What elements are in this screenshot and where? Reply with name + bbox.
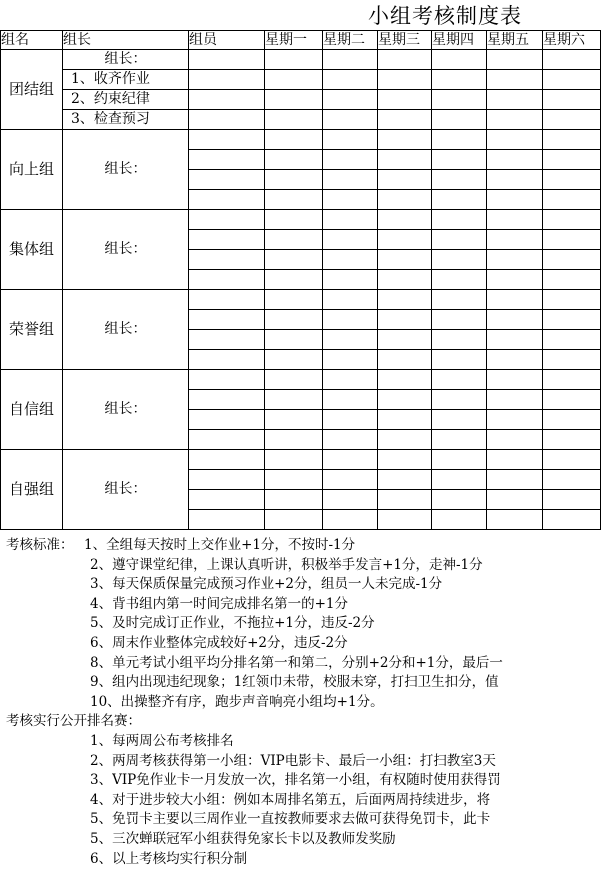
score-cell — [378, 430, 432, 450]
score-cell — [432, 110, 487, 130]
score-cell — [432, 190, 487, 210]
score-cell — [432, 290, 487, 310]
score-cell — [432, 70, 487, 90]
score-cell — [543, 330, 601, 350]
criteria-item: 8、单元考试小组平均分排名第一和第二，分别+2分和+1分，最后一 — [90, 655, 503, 671]
score-cell — [543, 190, 601, 210]
score-cell — [487, 270, 543, 290]
score-cell — [432, 230, 487, 250]
score-cell — [432, 130, 487, 150]
criteria-item: 2、遵守课堂纪律，上课认真听讲，积极举手发言+1分，走神-1分 — [90, 557, 483, 573]
score-cell — [378, 510, 432, 530]
assessment-table — [0, 30, 601, 530]
score-cell — [432, 510, 487, 530]
criteria-line — [0, 693, 600, 713]
ranking-line — [0, 771, 600, 791]
score-cell — [543, 370, 601, 390]
score-cell — [378, 150, 432, 170]
table-row — [1, 50, 601, 70]
score-cell — [432, 350, 487, 370]
score-cell — [323, 370, 378, 390]
score-cell — [323, 430, 378, 450]
score-cell — [487, 70, 543, 90]
column-header: 星期六 — [543, 31, 601, 50]
score-cell — [378, 50, 432, 70]
member-cell — [189, 250, 265, 270]
score-cell — [543, 310, 601, 330]
member-cell — [189, 150, 265, 170]
score-cell — [323, 290, 378, 310]
score-cell — [265, 510, 323, 530]
ranking-block — [0, 712, 600, 869]
table-row — [1, 110, 601, 130]
score-cell — [487, 250, 543, 270]
criteria-item: 9、组内出现违纪现象；1红领巾未带，校服未穿，打扫卫生扣分，值 — [90, 674, 499, 690]
score-cell — [487, 350, 543, 370]
ranking-line — [0, 830, 600, 850]
member-cell — [189, 90, 265, 110]
ranking-item: 5、免罚卡主要以三周作业一直按教师要求去做可获得免罚卡，此卡 — [90, 811, 490, 827]
score-cell — [487, 410, 543, 430]
score-cell — [432, 330, 487, 350]
member-cell — [189, 330, 265, 350]
member-cell — [189, 450, 265, 470]
member-cell — [189, 350, 265, 370]
criteria-item: 1、全组每天按时上交作业+1分，不按时-1分 — [84, 537, 355, 553]
table-row — [1, 130, 601, 150]
score-cell — [487, 90, 543, 110]
score-cell — [432, 490, 487, 510]
ranking-item: 1、每两周公布考核排名 — [90, 733, 234, 749]
score-cell — [265, 110, 323, 130]
score-cell — [487, 190, 543, 210]
score-cell — [265, 310, 323, 330]
score-cell — [543, 230, 601, 250]
leader-duty: 2、约束纪律 — [63, 90, 189, 110]
score-cell — [265, 50, 323, 70]
score-cell — [432, 390, 487, 410]
score-cell — [543, 210, 601, 230]
criteria-block — [0, 536, 600, 712]
criteria-item: 6、周末作业整体完成较好+2分，违反-2分 — [90, 635, 348, 651]
criteria-line — [0, 556, 600, 576]
score-cell — [323, 350, 378, 370]
score-cell — [323, 230, 378, 250]
score-cell — [543, 510, 601, 530]
score-cell — [543, 410, 601, 430]
criteria-line — [0, 575, 600, 595]
ranking-line — [0, 752, 600, 772]
score-cell — [265, 190, 323, 210]
score-cell — [543, 90, 601, 110]
score-cell — [378, 290, 432, 310]
score-cell — [323, 90, 378, 110]
column-header: 组员 — [189, 31, 265, 50]
score-cell — [487, 330, 543, 350]
member-cell — [189, 310, 265, 330]
group-leader: 组长： — [63, 370, 189, 450]
member-cell — [189, 510, 265, 530]
ranking-item: 2、两周考核获得第一小组：VIP电影卡、最后一小组：打扫教室3天 — [90, 753, 496, 769]
criteria-item: 3、每天保质保量完成预习作业+2分，组员一人未完成-1分 — [90, 576, 442, 592]
score-cell — [265, 370, 323, 390]
score-cell — [265, 410, 323, 430]
criteria-item: 4、背书组内第一时间完成排名第一的+1分 — [90, 596, 348, 612]
column-header: 星期四 — [432, 31, 487, 50]
score-cell — [323, 50, 378, 70]
score-cell — [323, 210, 378, 230]
score-cell — [378, 470, 432, 490]
criteria-item: 10、出操整齐有序，跑步声音响亮小组均+1分。 — [90, 694, 384, 710]
header-row — [1, 31, 601, 50]
member-cell — [189, 370, 265, 390]
score-cell — [378, 370, 432, 390]
column-header: 星期二 — [323, 31, 378, 50]
score-cell — [323, 250, 378, 270]
score-cell — [543, 170, 601, 190]
score-cell — [378, 110, 432, 130]
score-cell — [265, 90, 323, 110]
score-cell — [378, 70, 432, 90]
score-cell — [265, 390, 323, 410]
score-cell — [323, 110, 378, 130]
member-cell — [189, 50, 265, 70]
score-cell — [543, 110, 601, 130]
score-cell — [432, 450, 487, 470]
group-leader: 组长： — [63, 450, 189, 530]
column-header: 星期一 — [265, 31, 323, 50]
rules-section — [0, 536, 600, 846]
group-name: 自强组 — [1, 450, 63, 530]
score-cell — [432, 470, 487, 490]
score-cell — [323, 470, 378, 490]
group-name: 集体组 — [1, 210, 63, 290]
score-cell — [323, 270, 378, 290]
score-cell — [378, 90, 432, 110]
score-cell — [323, 70, 378, 90]
score-cell — [265, 350, 323, 370]
score-cell — [378, 490, 432, 510]
score-cell — [487, 390, 543, 410]
member-cell — [189, 430, 265, 450]
member-cell — [189, 410, 265, 430]
score-cell — [265, 70, 323, 90]
ranking-item: 4、对于进步较大小组：例如本周排名第五，后面两周持续进步，将 — [90, 792, 490, 808]
score-cell — [543, 450, 601, 470]
score-cell — [487, 130, 543, 150]
score-cell — [432, 410, 487, 430]
score-cell — [432, 170, 487, 190]
score-cell — [487, 510, 543, 530]
member-cell — [189, 230, 265, 250]
member-cell — [189, 70, 265, 90]
score-cell — [323, 410, 378, 430]
score-cell — [543, 130, 601, 150]
score-cell — [378, 350, 432, 370]
member-cell — [189, 490, 265, 510]
group-leader: 组长： — [63, 290, 189, 370]
score-cell — [487, 170, 543, 190]
score-cell — [265, 450, 323, 470]
table-row — [1, 450, 601, 470]
leader-duty: 3、检查预习 — [63, 110, 189, 130]
score-cell — [265, 330, 323, 350]
member-cell — [189, 210, 265, 230]
score-cell — [323, 390, 378, 410]
score-cell — [432, 310, 487, 330]
score-cell — [432, 90, 487, 110]
score-cell — [543, 70, 601, 90]
ranking-item: 6、以上考核均实行积分制 — [90, 851, 247, 867]
group-name: 荣誉组 — [1, 290, 63, 370]
score-cell — [265, 210, 323, 230]
score-cell — [323, 450, 378, 470]
score-cell — [432, 150, 487, 170]
score-cell — [487, 230, 543, 250]
score-cell — [487, 150, 543, 170]
score-cell — [323, 510, 378, 530]
criteria-line — [0, 673, 600, 693]
member-cell — [189, 110, 265, 130]
member-cell — [189, 130, 265, 150]
ranking-item: 3、VIP免作业卡一月发放一次，排名第一小组，有权随时使用获得罚 — [90, 772, 501, 788]
score-cell — [265, 230, 323, 250]
score-cell — [543, 430, 601, 450]
page-title: 小组考核制度表 — [368, 2, 522, 30]
ranking-line — [0, 850, 600, 869]
column-header: 星期五 — [487, 31, 543, 50]
criteria-line — [0, 536, 600, 556]
score-cell — [378, 390, 432, 410]
score-cell — [378, 190, 432, 210]
leader-duty: 组长： — [63, 50, 189, 70]
ranking-line — [0, 732, 600, 752]
group-leader: 组长： — [63, 130, 189, 210]
score-cell — [265, 130, 323, 150]
score-cell — [378, 310, 432, 330]
table-row — [1, 210, 601, 230]
score-cell — [432, 250, 487, 270]
score-cell — [487, 210, 543, 230]
score-cell — [487, 430, 543, 450]
score-cell — [323, 150, 378, 170]
score-cell — [265, 170, 323, 190]
score-cell — [432, 50, 487, 70]
score-cell — [543, 470, 601, 490]
score-cell — [487, 50, 543, 70]
group-name: 自信组 — [1, 370, 63, 450]
group-name: 向上组 — [1, 130, 63, 210]
score-cell — [543, 150, 601, 170]
score-cell — [265, 270, 323, 290]
score-cell — [265, 470, 323, 490]
score-cell — [323, 310, 378, 330]
score-cell — [378, 270, 432, 290]
criteria-line — [0, 634, 600, 654]
column-header: 星期三 — [378, 31, 432, 50]
score-cell — [543, 350, 601, 370]
score-cell — [378, 170, 432, 190]
table-row — [1, 370, 601, 390]
score-cell — [323, 130, 378, 150]
ranking-label: 考核实行公开排名赛： — [0, 712, 600, 732]
score-cell — [378, 410, 432, 430]
score-cell — [378, 450, 432, 470]
score-cell — [432, 370, 487, 390]
score-cell — [432, 210, 487, 230]
score-cell — [543, 490, 601, 510]
ranking-line — [0, 791, 600, 811]
score-cell — [432, 430, 487, 450]
score-cell — [323, 330, 378, 350]
score-cell — [265, 490, 323, 510]
score-cell — [487, 490, 543, 510]
group-name: 团结组 — [1, 50, 63, 130]
criteria-label: 考核标准： — [0, 536, 84, 556]
table-row — [1, 70, 601, 90]
score-cell — [487, 110, 543, 130]
score-cell — [487, 450, 543, 470]
table-row — [1, 290, 601, 310]
score-cell — [487, 290, 543, 310]
score-cell — [543, 290, 601, 310]
score-cell — [265, 150, 323, 170]
column-header: 组长 — [63, 31, 189, 50]
member-cell — [189, 470, 265, 490]
table-row — [1, 90, 601, 110]
score-cell — [265, 290, 323, 310]
score-cell — [378, 330, 432, 350]
group-leader: 组长： — [63, 210, 189, 290]
member-cell — [189, 190, 265, 210]
score-cell — [378, 250, 432, 270]
column-header: 组名 — [1, 31, 63, 50]
score-cell — [323, 490, 378, 510]
criteria-line — [0, 595, 600, 615]
score-cell — [543, 270, 601, 290]
score-cell — [323, 170, 378, 190]
score-cell — [543, 390, 601, 410]
score-cell — [487, 310, 543, 330]
ranking-line — [0, 810, 600, 830]
score-cell — [323, 190, 378, 210]
score-cell — [265, 430, 323, 450]
score-cell — [543, 50, 601, 70]
score-cell — [432, 270, 487, 290]
leader-duty: 1、收齐作业 — [63, 70, 189, 90]
score-cell — [378, 230, 432, 250]
member-cell — [189, 270, 265, 290]
ranking-item: 5、三次蝉联冠军小组获得免家长卡以及教师发奖励 — [90, 831, 396, 847]
score-cell — [378, 210, 432, 230]
member-cell — [189, 170, 265, 190]
score-cell — [378, 130, 432, 150]
member-cell — [189, 390, 265, 410]
criteria-item: 5、及时完成订正作业，不拖拉+1分，违反-2分 — [90, 615, 375, 631]
member-cell — [189, 290, 265, 310]
criteria-line — [0, 654, 600, 674]
criteria-line — [0, 614, 600, 634]
score-cell — [487, 370, 543, 390]
score-cell — [487, 470, 543, 490]
score-cell — [265, 250, 323, 270]
score-cell — [543, 250, 601, 270]
